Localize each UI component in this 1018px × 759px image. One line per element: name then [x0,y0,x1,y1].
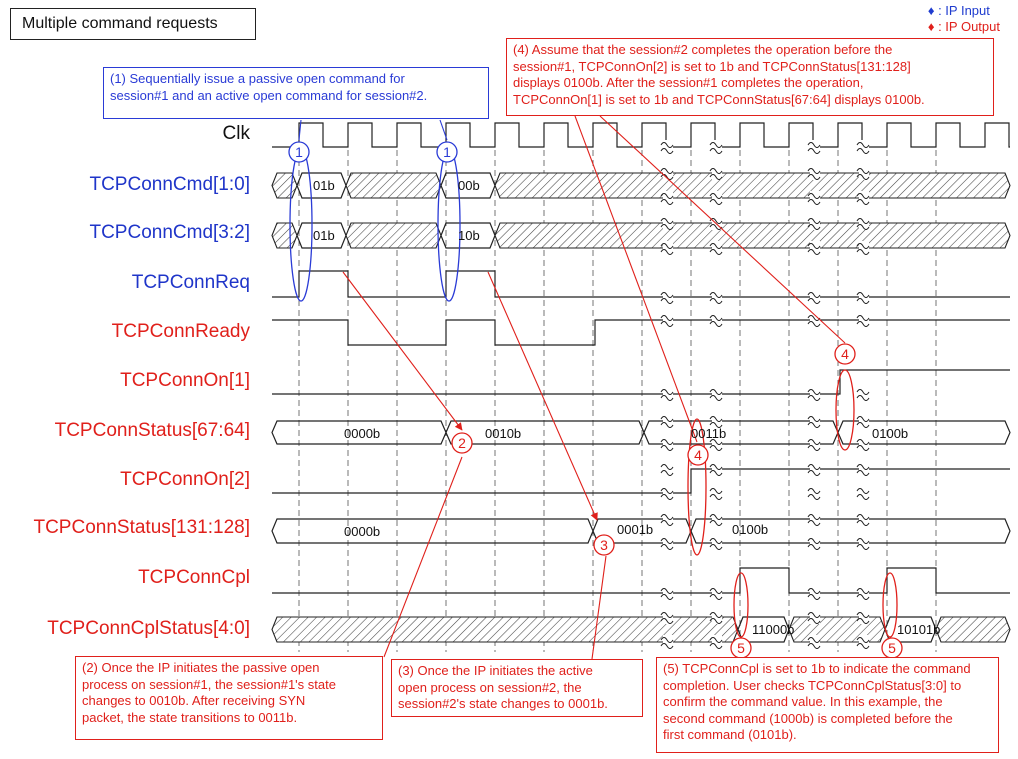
note-line: session#1, TCPConnOn[2] is set to 1b and TCPConnStatus[131:128] [513,58,911,74]
wave-line [272,123,1010,147]
step-marker-label: 5 [888,640,896,656]
undefined-region [346,223,441,248]
note-line: (3) Once the IP initiates the active [398,663,593,678]
note-line: first command (0101b). [663,727,797,742]
undefined-region [936,617,1010,642]
signal-label-cmd10: TCPConnCmd[1:0] [89,174,250,195]
step-marker [437,142,457,162]
undefined-region [495,223,1010,248]
step-marker [452,433,472,453]
bus-value-cmd32_b: 10b [458,228,480,243]
step-marker-label: 4 [694,447,702,463]
bus-value-cmd32_a: 01b [313,228,335,243]
wave-line [446,421,644,444]
signal-label-cplst: TCPConnCplStatus[4:0] [47,618,250,639]
signal-label-clk: Clk [222,123,250,144]
note-5 [656,657,999,753]
step-marker [882,638,902,658]
break-mark [808,140,820,154]
wave-line [272,320,1010,345]
bus-value-st2_b: 0001b [617,522,654,537]
legend [928,3,1000,35]
wave-line [272,568,1010,593]
step-marker [835,344,855,364]
bus-value-cplst_b: 10101b [897,622,941,637]
signal-label-st1: TCPConnStatus[67:64] [54,420,250,441]
signal-label-on1: TCPConnOn[1] [120,370,250,391]
note-line: second command (1000b) is completed before the [663,710,953,726]
note-line: completion. User checks TCPConnCplStatus[3:0] to [663,677,962,693]
bus-value-st1_b: 0010b [485,426,522,441]
note-4 [506,38,994,116]
note-3 [391,659,643,717]
break-mark [857,387,869,401]
break-mark [661,462,673,476]
legend-ip-output [928,19,1000,35]
note-line: packet, the state transitions to 0011b. [82,709,298,725]
step-marker-label: 4 [841,346,849,362]
step-marker-label: 5 [737,640,745,656]
note-line: (1) Sequentially issue a passive open command for [110,71,405,86]
step-marker-label: 1 [295,144,303,160]
break-mark [808,486,820,500]
bus-value-st1_c: 0011b [691,426,727,441]
signal-label-cmd32: TCPConnCmd[3:2] [89,222,250,243]
step-marker [594,535,614,555]
break-mark [710,486,722,500]
bus-value-cplst_a: 11000b [752,622,795,637]
undefined-region [272,173,297,198]
note-line: (5) TCPConnCpl is set to 1b to indicate the command [663,661,971,676]
bus-value-st1_d: 0100b [872,426,909,441]
highlight-ellipse [734,573,748,637]
wave-line [272,519,593,543]
note-line: open process on session#2, the [398,679,582,695]
highlight-ellipse [438,149,460,301]
wave-line [272,469,1010,493]
step-marker [688,445,708,465]
legend-ip-input [928,3,1000,19]
step-marker [289,142,309,162]
break-mark [857,140,869,154]
note-line: session#1 and an active open command for session#2. [110,87,428,103]
note-line: process on session#1, the session#1's state [82,676,336,692]
callout-line [488,272,597,520]
note-2 [75,656,383,740]
undefined-region [346,173,441,198]
bus-value-cmd10_a: 01b [313,178,335,193]
step-marker-label: 2 [458,435,466,451]
break-mark [661,140,673,154]
note-line: (2) Once the IP initiates the passive open [82,660,320,675]
step-marker-label: 1 [443,144,451,160]
bus-value-st1_a: 0000b [344,426,381,441]
bus-value-cmd10_b: 00b [458,178,480,193]
legend-label: : IP Input [938,3,990,18]
highlight-ellipse [883,573,897,637]
callout-line [592,556,606,659]
diamond-icon: ♦ [927,3,935,18]
note-line: session#2's state changes to 0001b. [398,696,608,711]
signal-label-ready: TCPConnReady [111,321,250,342]
note-line: (4) Assume that the session#2 completes the operation before the [513,42,893,57]
wave-line [272,370,1010,394]
undefined-region [789,617,885,642]
note-line: displays 0100b. After the session#1 completes the operation, [513,75,864,90]
note-line: changes to 0010b. After receiving SYN [82,693,306,708]
signal-label-st2: TCPConnStatus[131:128] [33,517,250,538]
note-line: TCPConnOn[1] is set to 1b and TCPConnStatus[67:64] displays 0100b. [513,91,925,107]
break-mark [710,140,722,154]
bus-value-st2_a: 0000b [344,524,381,539]
undefined-region [495,173,1010,198]
signal-label-cpl: TCPConnCpl [138,567,250,588]
note-1 [103,67,489,119]
signal-label-on2: TCPConnOn[2] [120,469,250,490]
diamond-icon: ♦ [927,19,935,34]
legend-label: : IP Output [938,19,1000,34]
signal-label-req: TCPConnReq [131,272,250,293]
diagram-title: Multiple command requests [10,8,256,40]
waveforms [272,123,1010,642]
step-marker [731,638,751,658]
note-line: confirm the command value. In this example, the [663,694,943,709]
bus-value-st2_c: 0100b [732,522,769,537]
callout-line [343,272,462,430]
break-mark [857,486,869,500]
undefined-region [272,223,297,248]
step-marker-label: 3 [600,537,608,553]
highlight-ellipse [836,370,854,450]
